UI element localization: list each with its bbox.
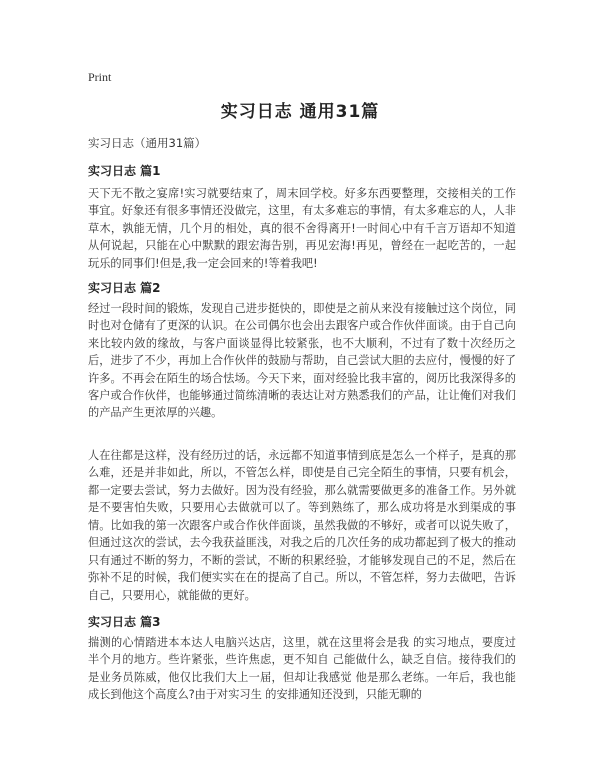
section-heading-1: 实习日志 篇1 [88, 164, 161, 178]
section-2-paragraph-1: 经过一段时间的锻炼，发现自己进步挺快的，即使是之前从来没有接触过这个岗位，同时也对仓储有了更深的认识。在公司偶尔也会出去跟客户或合作伙伴面谈。由于自己向来比较内敛的缘故，与客户面谈显得比较紧张，也不大顺利，不过有了数十次经历之后，进步了不少，再加上合作伙伴的鼓励与帮助，自己尝试大胆的去应付，慢慢的好了许多。不再会在陌生的场合怯场。今天下来，面对经验比我丰富的，阅历比我深得多的客户或合作伙伴，也能够通过简练清晰的表达让对方熟悉我们的产品，让让俺们对我们的产品产生更浓厚的兴趣。 [88, 302, 516, 420]
section-1-paragraph-1: 天下无不散之宴席!实习就要结束了，周末回学校。好多东西要整理，交接相关的工作事宜。好象还有很多事情还没做完，这里，有太多难忘的事情，有太多难忘的人，人非草木，孰能无情，几个月的相处，真的很不舍得离开!一时间心中有千言万语却不知道从何说起，只能在心中默默的跟宏海告别，再见宏海!再见，曾经在一起吃苦的，一起玩乐的同事们!但是,我一定会回来的!等着我吧! [88, 187, 516, 270]
section-3-paragraph-1: 揣测的心情踏进本本达人电脑兴达店，这里，就在这里将会是我 的实习地点，要度过半个月的地方。些许紧张，些许焦虑，更不知自 己能做什么，缺乏自信。接待我们的是业务员陈威，他仅比我们大上一届，但却让我感觉 他是那么老练。一年后，我也能成长到他这个高度么?由于对实习生 的安排通知还没到，只能无聊的 [88, 636, 516, 702]
section-2-paragraph-3: 只有通过不断的努力，不断的尝试，不断的积累经验，才能够发现自己的不足，然后在弥补不足的时候，我们便实实在在的提高了自己。所以，不管怎样，努力去做吧，告诉自己，只要用心，就能做的更好。 [88, 554, 516, 602]
section-heading-2: 实习日志 篇2 [88, 281, 161, 295]
section-heading-3: 实习日志 篇3 [88, 615, 161, 629]
print-label[interactable]: Print [88, 70, 112, 84]
document-subtitle: 实习日志（通用31篇） [88, 136, 207, 150]
page-title: 实习日志 通用31篇 [220, 102, 380, 122]
section-2-paragraph-2: 人在往都是这样，没有经历过的话，永远都不知道事情到底是怎么一个样子，是真的那么难，还是并非如此，所以，不管怎么样，即使是自己完全陌生的事情，只要有机会，都一定要去尝试，努力去做好。因为没有经验，那么就需要做更多的准备工作。另外就是不要害怕失败，只要用心去做就可以了。等到熟练了，那么成功将是水到渠成的事情。比如我的第一次跟客户或合作伙伴面谈，虽然我做的不够好，或者可以说失败了，但通过这次的尝试，去今我获益匪浅，对我之后的几次任务的成功都起到了极大的推动 [88, 449, 516, 550]
